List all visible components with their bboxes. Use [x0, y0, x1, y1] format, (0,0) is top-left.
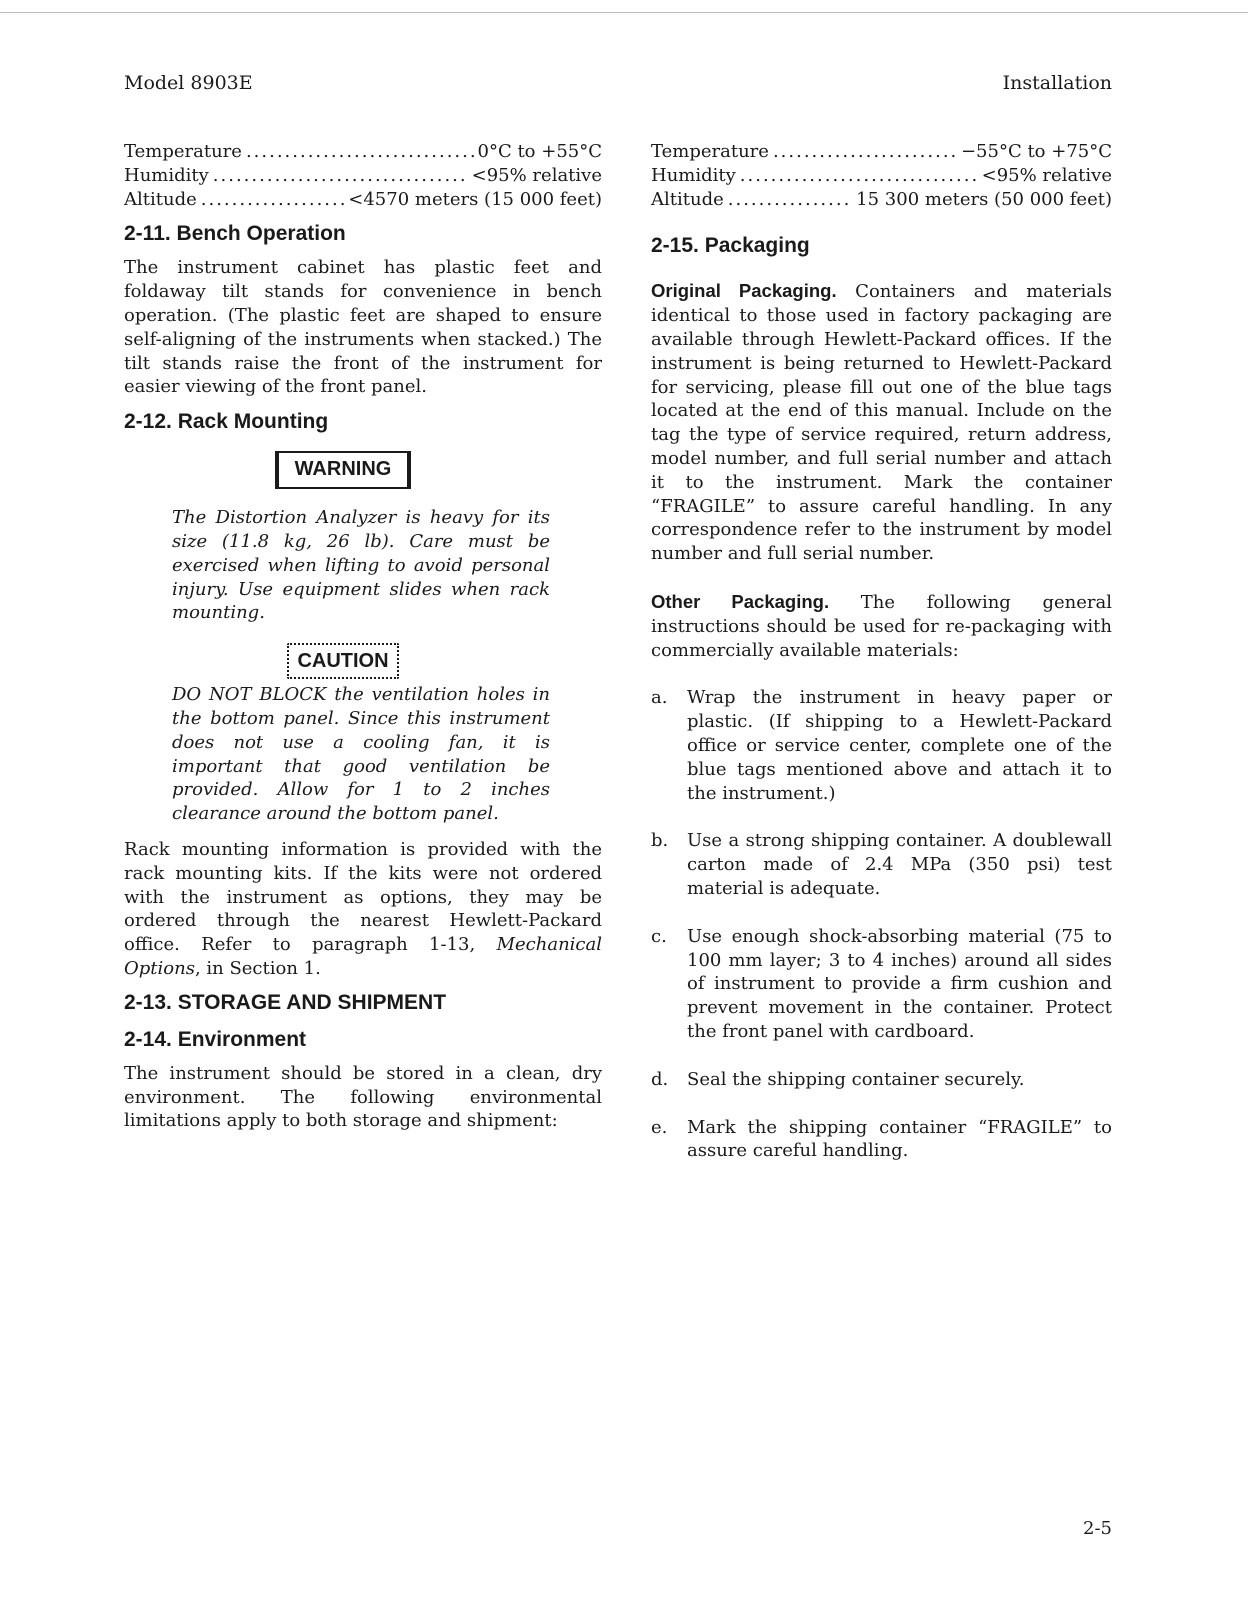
spec-value: <95% relative	[981, 164, 1112, 186]
list-marker: c.	[651, 925, 667, 947]
left-column	[124, 140, 602, 1133]
header-model: Model 8903E	[124, 72, 253, 94]
list-item	[651, 1116, 1112, 1164]
spec-row-humidity	[651, 164, 1112, 188]
rack-text-italic: Mechanical Options	[124, 934, 602, 979]
right-spec-list	[651, 140, 1112, 211]
rack-text-part: Rack mounting information is provided with the rack mounting kits. If the kits were not ordered with the instrument as options, they may be ordered through the nearest Hewlett-Packard office. Refer to paragraph 1-13,	[124, 838, 602, 956]
spec-label: Humidity	[124, 164, 209, 186]
header-section: Installation	[1002, 72, 1112, 94]
list-text: Use enough shock-absorbing material (75 to 100 mm layer; 3 to 4 inches) around all sides of instrument to provide a firm cushion and prevent movement in the container. Protect the front panel with cardboard.	[687, 925, 1112, 1042]
right-column	[651, 140, 1112, 1163]
page-number: 2-5	[1083, 1518, 1112, 1539]
other-packaging-text	[651, 590, 1112, 662]
spec-row-temperature	[651, 140, 1112, 164]
list-item	[651, 829, 1112, 900]
original-packaging-body: Containers and materials identical to those used in factory packaging are available through Hewlett-Packard offices. If the instrument is being returned to Hewlett-Packard for servicing, please fill out one of the blue tags located at the end of this manual. Include on the tag the type of service required, return address, model number, and full serial number and attach it to the instrument. Mark the container “FRAGILE” to assure careful handling. In any correspondence refer to the instrument by model number and full serial number.	[651, 281, 1113, 565]
dot-leader	[213, 164, 468, 188]
spec-row-humidity	[124, 164, 602, 188]
caution-box-wrap	[84, 643, 602, 679]
warning-text: The Distortion Analyzer is heavy for its size (11.8 kg, 26 lb). Care must be exercised when lifting to avoid personal injury. Use equipment slides when rack mounting.	[172, 507, 550, 624]
heading-environment: 2-14. Environment	[124, 1027, 307, 1051]
other-packaging-body: The following general instructions should be used for re-packaging with commercially available materials:	[651, 591, 1113, 661]
environment-text: The instrument should be stored in a clean, dry environment. The following environmental limitations apply to both storage and shipment:	[124, 1062, 602, 1132]
list-text: Mark the shipping container “FRAGILE” to assure careful handling.	[687, 1116, 1112, 1162]
spec-value: <4570 meters (15 000 feet)	[348, 188, 602, 210]
spec-label: Altitude	[651, 188, 724, 210]
spec-value: 15 300 meters (50 000 feet)	[856, 188, 1112, 210]
dot-leader	[728, 188, 852, 212]
list-marker: e.	[651, 1116, 668, 1138]
original-packaging-text	[651, 279, 1112, 566]
top-rule	[0, 12, 1248, 13]
dot-leader	[201, 188, 345, 212]
heading-bench-operation: 2-11. Bench Operation	[124, 222, 346, 246]
heading-rack-mounting: 2-12. Rack Mounting	[124, 410, 329, 434]
heading-storage-shipment: 2-13. STORAGE AND SHIPMENT	[124, 990, 447, 1014]
warning-label: WARNING	[275, 451, 412, 489]
list-marker: b.	[651, 830, 669, 852]
spec-value: −55°C to +75°C	[960, 141, 1112, 162]
spec-label: Temperature	[651, 141, 769, 162]
list-marker: d.	[651, 1068, 669, 1090]
spec-label: Temperature	[124, 141, 242, 162]
spec-label: Humidity	[651, 164, 736, 186]
heading-packaging: 2-15. Packaging	[651, 234, 810, 258]
list-item	[651, 686, 1112, 805]
caution-text: DO NOT BLOCK the ventilation holes in the bottom panel. Since this instrument does not use a cooling fan, it is important that good ventilation be provided. Allow for 1 to 2 inches clearance around the bottom panel.	[172, 684, 550, 825]
bench-operation-text: The instrument cabinet has plastic feet and foldaway tilt stands for convenience in bench operation. (The plastic feet are shaped to ensure self-aligning of the instruments when stacked.) The tilt stands raise the front of the instrument for easier viewing of the front panel.	[124, 257, 602, 398]
list-marker: a.	[651, 687, 668, 709]
spec-value: 0°C to +55°C	[477, 141, 602, 162]
spec-row-temperature	[124, 140, 602, 164]
list-text: Seal the shipping container securely.	[687, 1068, 1025, 1090]
left-spec-list	[124, 140, 602, 211]
original-packaging-label: Original Packaging.	[651, 280, 837, 302]
dot-leader	[246, 140, 474, 164]
rack-mounting-text	[124, 838, 602, 981]
list-text: Wrap the instrument in heavy paper or plastic. (If shipping to a Hewlett-Packard office or service center, complete one of the blue tags mentioned above and attach it to the instrument.)	[687, 687, 1112, 804]
warning-box-wrap	[84, 451, 602, 489]
list-text: Use a strong shipping container. A doublewall carton made of 2.4 MPa (350 psi) test material is adequate.	[687, 830, 1112, 899]
spec-row-altitude	[124, 188, 602, 212]
list-item	[651, 1068, 1112, 1092]
spec-row-altitude	[651, 188, 1112, 212]
list-item	[651, 925, 1112, 1044]
spec-value: <95% relative	[471, 164, 602, 186]
caution-label: CAUTION	[287, 643, 398, 679]
dot-leader	[740, 164, 978, 188]
spec-label: Altitude	[124, 188, 197, 210]
other-packaging-label: Other Packaging.	[651, 590, 830, 612]
dot-leader	[773, 140, 957, 164]
rack-text-end: , in Section 1.	[194, 957, 321, 979]
